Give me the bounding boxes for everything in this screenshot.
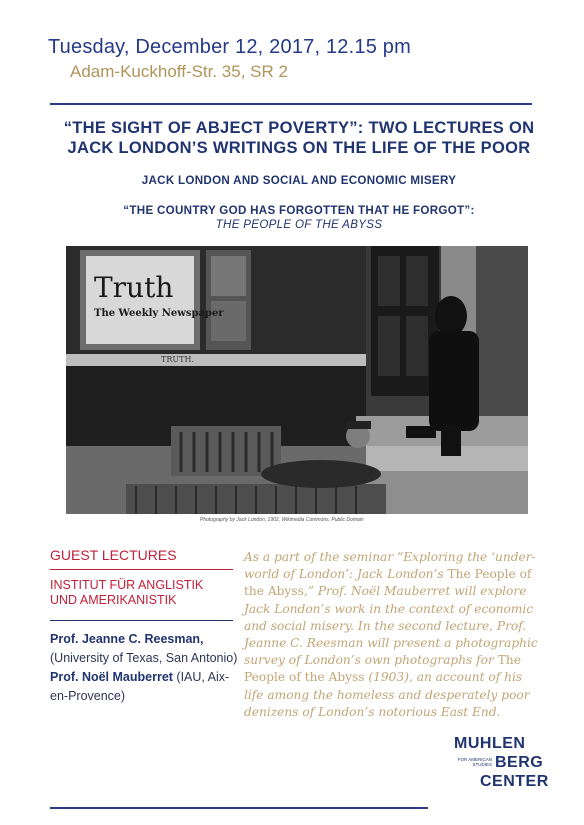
speaker-list bbox=[50, 630, 245, 706]
logo-word-1: MUHLEN bbox=[454, 735, 526, 752]
page-title bbox=[34, 118, 564, 158]
sign-lower-text: TRUTH. bbox=[161, 355, 194, 364]
muhlenberg-center-logo bbox=[440, 735, 570, 797]
subtitle-2-line-1: “THE COUNTRY GOD HAS FORGOTTEN THAT HE FORGOT”: bbox=[123, 204, 475, 217]
event-date: Tuesday, December 12, 2017, 12.15 pm bbox=[48, 36, 411, 58]
description-book-title-1: The People of the Abyss, bbox=[244, 567, 532, 599]
sign-small-text: The Weekly Newspaper bbox=[94, 308, 224, 319]
description-part-3: (1903), an account of his life among the homeless and desperately poor denizens of London’s notorious East End. bbox=[244, 670, 530, 719]
speaker-1-affiliation: (University of Texas, San Antonio) bbox=[50, 651, 238, 665]
description-part-1: As a part of the seminar “Exploring the ‘under-world of London’: Jack London’s bbox=[244, 550, 536, 582]
logo-tagline-1: FOR AMERICAN bbox=[457, 757, 492, 762]
top-divider bbox=[50, 103, 532, 105]
guest-lectures-heading: GUEST LECTURES bbox=[50, 547, 177, 563]
logo-word-2: BERG bbox=[495, 754, 544, 771]
institute-line-2: UND AMERIKANISTIK bbox=[50, 593, 177, 607]
speaker-2 bbox=[50, 668, 245, 706]
institute-line-1: INSTITUT FÜR ANGLISTIK bbox=[50, 578, 204, 592]
institute-underline bbox=[50, 620, 233, 621]
institute-name bbox=[50, 578, 240, 608]
subtitle-1: JACK LONDON AND SOCIAL AND ECONOMIC MISERY bbox=[141, 174, 457, 187]
subtitle-2 bbox=[34, 204, 564, 232]
guest-underline bbox=[50, 569, 233, 570]
speaker-1 bbox=[50, 630, 245, 668]
subtitle-2-line-2: THE PEOPLE OF THE ABYSS bbox=[215, 218, 383, 231]
logo-tagline bbox=[440, 757, 492, 767]
description-book-title-2: The People of the Abyss bbox=[244, 653, 521, 685]
sign-big-text: Truth bbox=[94, 271, 174, 304]
event-address: Adam-Kuckhoff-Str. 35, SR 2 bbox=[70, 62, 288, 81]
logo-word-3: CENTER bbox=[480, 773, 549, 790]
title-line-1: “THE SIGHT OF ABJECT POVERTY”: TWO LECTURES ON bbox=[63, 119, 535, 137]
title-line-2: JACK LONDON’S WRITINGS ON THE LIFE OF THE POOR bbox=[67, 139, 531, 157]
description-part-2: ” Prof. Noël Mauberret will explore Jack London’s work in the context of economic and social misery. In the second lecture, Prof. Jeanne C. Reesman will present a photographic survey of London’s own photographs for bbox=[244, 584, 538, 668]
logo-tagline-2: STUDIES bbox=[472, 762, 492, 767]
speaker-2-affiliation: (IAU, Aix-en-Provence) bbox=[50, 670, 230, 703]
speaker-2-name: Prof. Noël Mauberret bbox=[50, 670, 173, 684]
photo-credit: Photography by Jack London, 1902, Wikimedia Commons, Public Domain bbox=[200, 517, 364, 523]
speaker-1-name: Prof. Jeanne C. Reesman, bbox=[50, 632, 204, 646]
bottom-divider bbox=[50, 807, 428, 809]
lecture-description bbox=[244, 549, 544, 721]
street-photograph bbox=[66, 246, 528, 514]
